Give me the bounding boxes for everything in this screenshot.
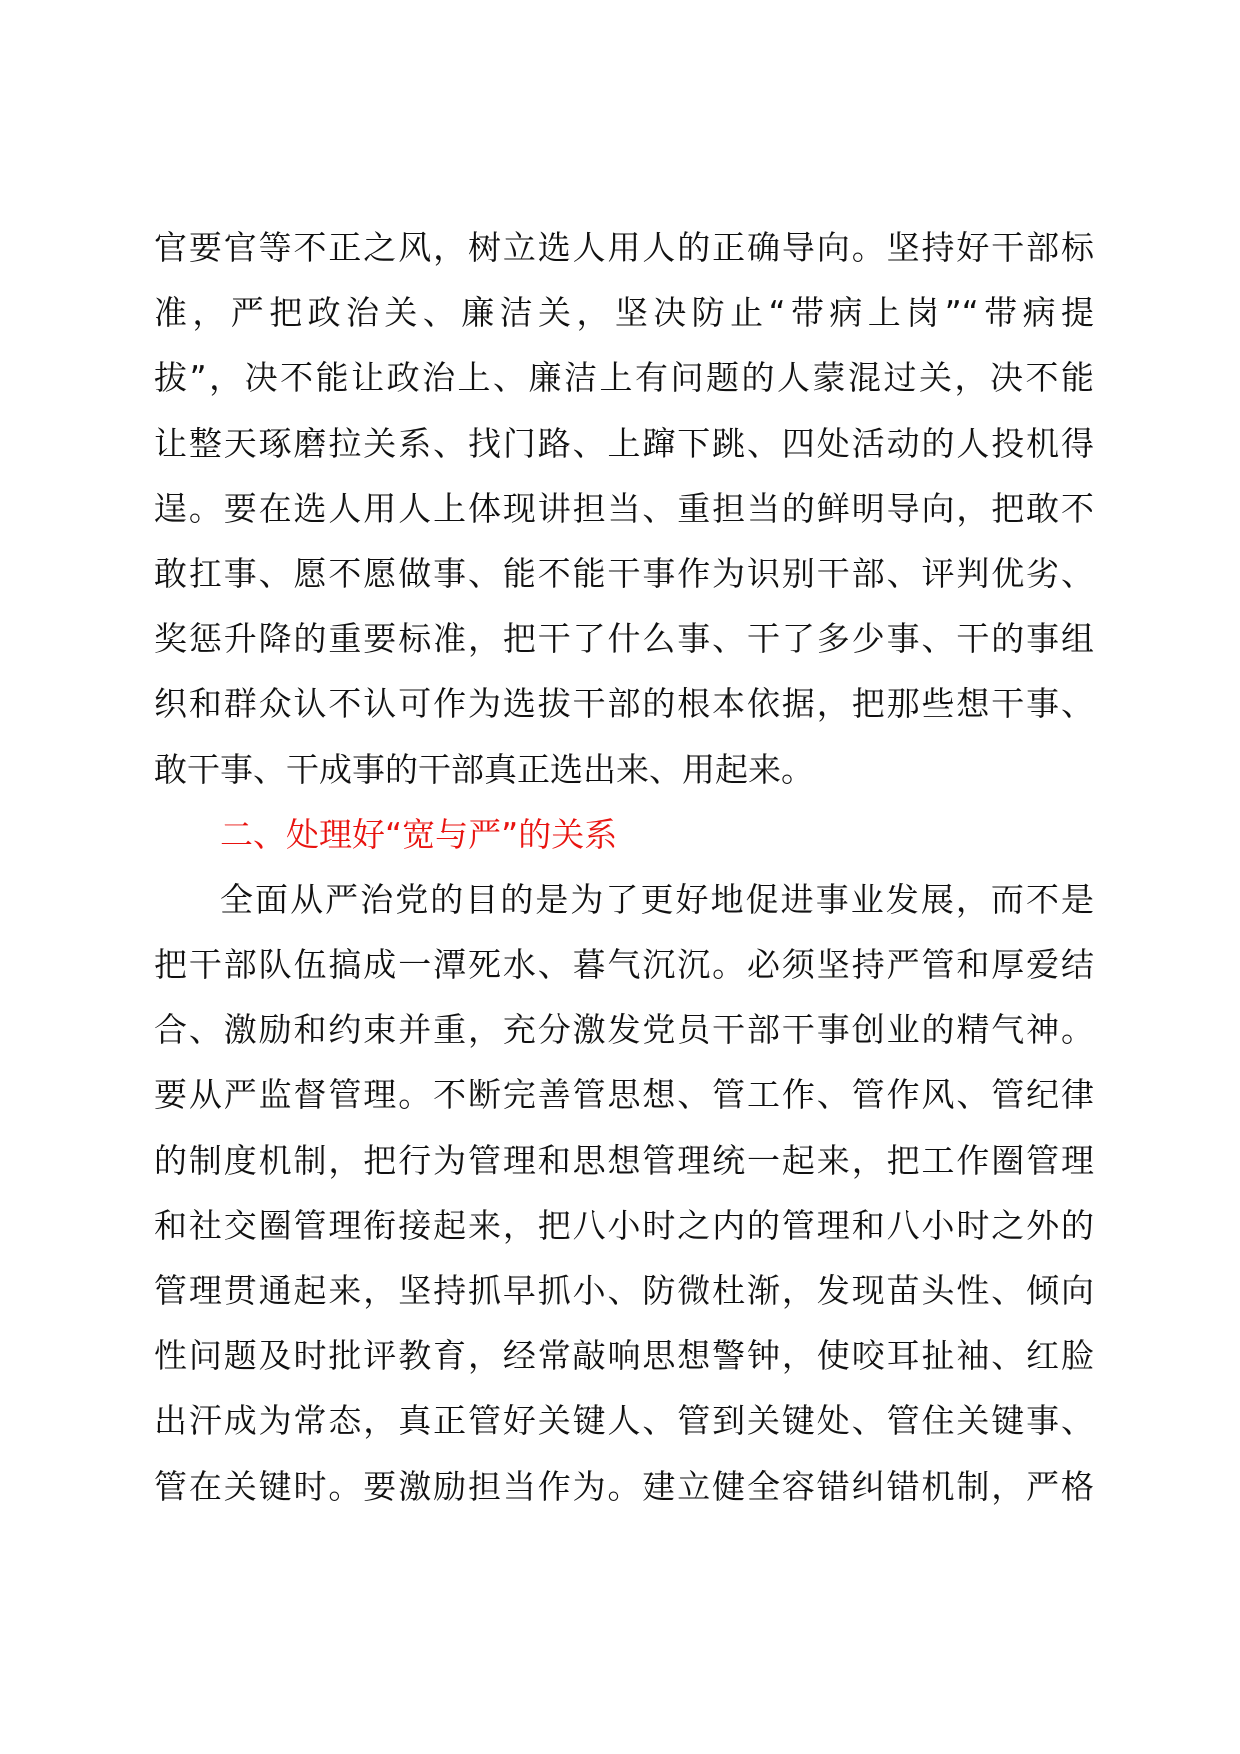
paragraph-line: 让整天琢磨拉关系、找门路、上蹿下跳、四处活动的人投机得 xyxy=(154,423,1094,463)
paragraph-line: 奖惩升降的重要标准，把干了什么事、干了多少事、干的事组 xyxy=(154,619,1094,659)
paragraph-line: 织和群众认不认可作为选拔干部的根本依据，把那些想干事、 xyxy=(154,684,1094,724)
document-body xyxy=(154,215,1094,1519)
paragraph-line: 准，严把政治关、廉洁关，坚决防止“带病上岗”“带病提 xyxy=(154,293,1094,333)
paragraph-line: 敢扛事、愿不愿做事、能不能干事作为识别干部、评判优劣、 xyxy=(154,553,1094,593)
paragraph-line: 的制度机制，把行为管理和思想管理统一起来，把工作圈管理 xyxy=(154,1140,1094,1180)
paragraph-line: 逞。要在选人用人上体现讲担当、重担当的鲜明导向，把敢不 xyxy=(154,488,1094,528)
paragraph-line: 官要官等不正之风，树立选人用人的正确导向。坚持好干部标 xyxy=(154,228,1094,267)
paragraph-line: 要从严监督管理。不断完善管思想、管工作、管作风、管纪律 xyxy=(154,1075,1094,1115)
paragraph-line: 和社交圈管理衔接起来，把八小时之内的管理和八小时之外的 xyxy=(154,1205,1094,1245)
paragraph-line: 全面从严治党的目的是为了更好地促进事业发展，而不是 xyxy=(220,879,1094,919)
paragraph-line: 拔”，决不能让政治上、廉洁上有问题的人蒙混过关，决不能 xyxy=(154,358,1094,398)
paragraph-line: 合、激励和约束并重，充分激发党员干部干事创业的精气神。 xyxy=(154,1010,1094,1050)
paragraph-line: 管理贯通起来，坚持抓早抓小、防微杜渐，发现苗头性、倾向 xyxy=(154,1271,1094,1310)
paragraph-line: 敢干事、干成事的干部真正选出来、用起来。 xyxy=(154,749,814,789)
paragraph-line: 性问题及时批评教育，经常敲响思想警钟，使咬耳扯袖、红脸 xyxy=(154,1336,1094,1376)
paragraph-line: 把干部队伍搞成一潭死水、暮气沉沉。必须坚持严管和厚爱结 xyxy=(154,945,1094,985)
paragraph-line: 出汗成为常态，真正管好关键人、管到关键处、管住关键事、 xyxy=(154,1401,1094,1441)
section-heading: 二、处理好“宽与严”的关系 xyxy=(220,814,618,854)
paragraph-line: 管在关键时。要激励担当作为。建立健全容错纠错机制，严格 xyxy=(154,1466,1094,1506)
